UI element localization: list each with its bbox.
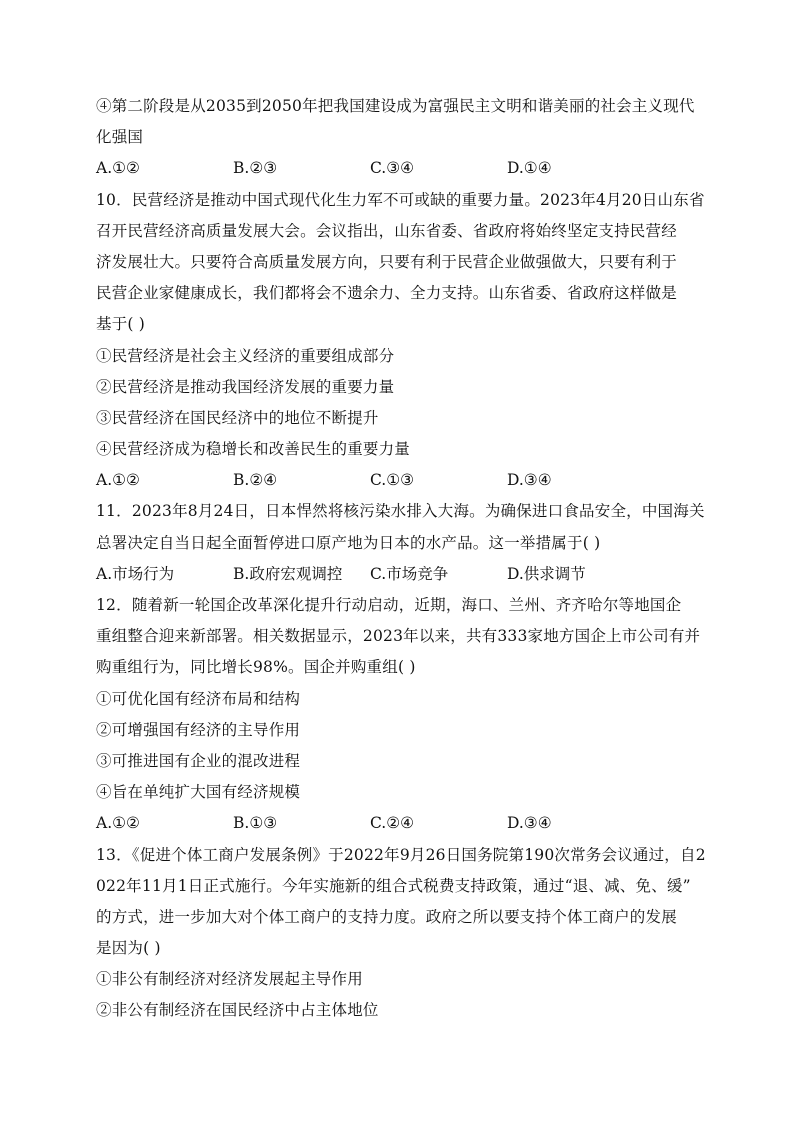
q10-stem-line: 济发展壮大。只要符合高质量发展方向，只要有利于民营企业做强做大，只要有利于 [96, 252, 677, 271]
q12-options [96, 808, 700, 839]
q12-item-3: ③可推进国有企业的混改进程 [96, 751, 301, 770]
q10-option-b[interactable]: B.②④ [233, 471, 278, 490]
q9-option-b[interactable]: B.②③ [233, 159, 278, 178]
q11-option-c[interactable]: C.市场竞争 [370, 564, 449, 583]
q12-stem-line: 12．随着新一轮国企改革深化提升行动启动，近期，海口、兰州、齐齐哈尔等地国企 [96, 596, 682, 614]
q13-item-1: ①非公有制经济对经济发展起主导作用 [96, 970, 363, 989]
q9-option-c[interactable]: C.③④ [370, 159, 415, 178]
q13-stem-line: 13．《促进个体工商户发展条例》于2022年9月26日国务院第190次常务会议通过，自2 [96, 845, 706, 864]
q11-option-d[interactable]: D.供求调节 [507, 564, 586, 583]
q12-option-d[interactable]: D.③④ [507, 814, 552, 833]
q10-options [96, 465, 700, 496]
q10-item-3: ③民营经济在国民经济中的地位不断提升 [96, 408, 379, 427]
q9-option-d[interactable]: D.①④ [507, 159, 552, 178]
q10-option-a[interactable]: A.①② [96, 471, 140, 490]
q10-stem-line: 召开民营经济高质量发展大会。会议指出，山东省委、省政府将始终坚定支持民营经 [96, 221, 677, 240]
q13-stem-line: 的方式，进一步加大对个体工商户的支持力度。政府之所以要支持个体工商户的发展 [96, 907, 677, 926]
q11-options [96, 559, 700, 590]
q12-option-c[interactable]: C.②④ [370, 814, 415, 833]
q13-item-2: ②非公有制经济在国民经济中占主体地位 [96, 1001, 379, 1020]
q10-item-2: ②民营经济是推动我国经济发展的重要力量 [96, 377, 395, 396]
q10-stem-line: 基于( ) [96, 315, 146, 334]
q10-stem-line: 10．民营经济是推动中国式现代化生力军不可或缺的重要力量。2023年4月20日山东省 [96, 190, 705, 209]
q9-item-4-line2: 化强国 [96, 128, 144, 147]
q12-item-1: ①可优化国有经济布局和结构 [96, 689, 301, 708]
q12-option-a[interactable]: A.①② [96, 814, 140, 833]
q11-option-b[interactable]: B.政府宏观调控 [233, 564, 343, 583]
q10-item-1: ①民营经济是社会主义经济的重要组成部分 [96, 346, 395, 365]
q10-option-c[interactable]: C.①③ [370, 471, 415, 490]
q12-option-b[interactable]: B.①③ [233, 814, 278, 833]
q12-stem-line: 购重组行为，同比增长98%。国企并购重组( ) [96, 658, 416, 677]
q11-option-a[interactable]: A.市场行为 [96, 564, 175, 583]
q12-item-4: ④旨在单纯扩大国有经济规模 [96, 783, 301, 802]
q10-option-d[interactable]: D.③④ [507, 471, 552, 490]
q13-stem-line: 022年11月1日正式施行。今年实施新的组合式税费支持政策，通过“退、减、免、缓” [96, 876, 691, 895]
q11-stem-line: 11．2023年8月24日，日本悍然将核污染水排入大海。为确保进口食品安全，中国海关 [96, 502, 705, 521]
q12-item-2: ②可增强国有经济的主导作用 [96, 720, 301, 739]
q11-stem-line: 总署决定自当日起全面暂停进口原产地为日本的水产品。这一举措属于( ) [96, 533, 601, 552]
q12-stem-line: 重组整合迎来新部署。相关数据显示，2023年以来，共有333家地方国企上市公司有并 [96, 627, 701, 646]
q9-item-4-line1: ④第二阶段是从2035到2050年把我国建设成为富强民主文明和谐美丽的社会主义现代 [96, 97, 695, 115]
q9-options [96, 153, 700, 184]
q10-item-4: ④民营经济成为稳增长和改善民生的重要力量 [96, 440, 411, 459]
q9-option-a[interactable]: A.①② [96, 159, 140, 178]
exam-page [96, 91, 706, 1027]
q13-stem-line: 是因为( ) [96, 939, 161, 958]
q10-stem-line: 民营企业家健康成长，我们都将会不遗余力、全力支持。山东省委、省政府这样做是 [96, 284, 677, 303]
